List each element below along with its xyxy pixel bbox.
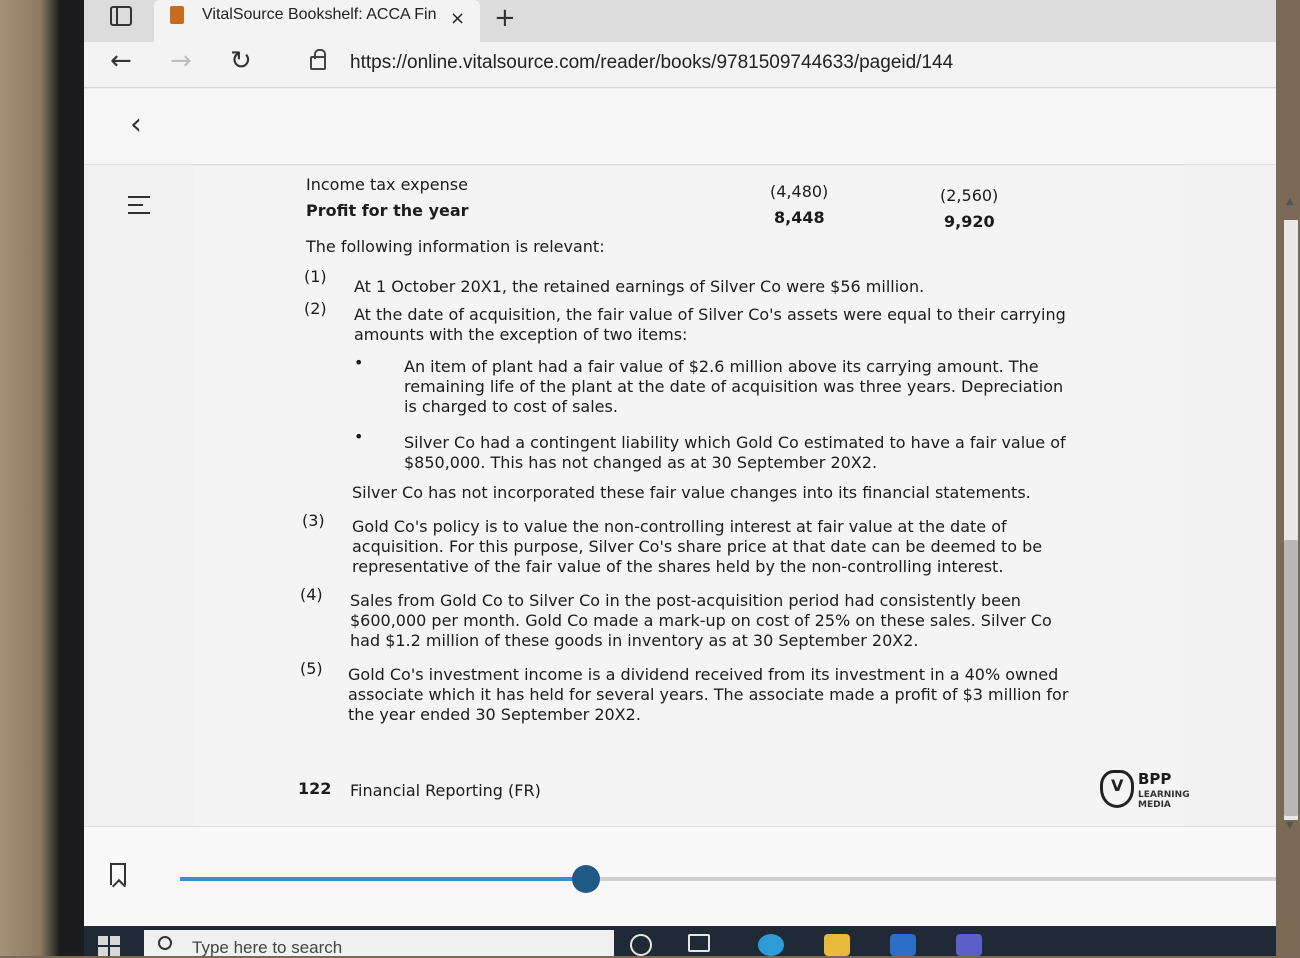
bullet-line: is charged to cost of sales. bbox=[404, 397, 618, 416]
row-value-profit-col1: 8,448 bbox=[774, 208, 825, 227]
tab-actions-icon[interactable] bbox=[110, 6, 132, 26]
row-label-profit: Profit for the year bbox=[306, 201, 469, 220]
bullet-icon: • bbox=[354, 353, 364, 372]
book-page bbox=[194, 166, 1294, 831]
menu-icon[interactable] bbox=[128, 196, 150, 214]
slider-handle[interactable] bbox=[572, 865, 600, 893]
slider-fill bbox=[180, 877, 586, 881]
reader-body bbox=[84, 166, 1294, 831]
item-line: amounts with the exception of two items: bbox=[354, 325, 688, 344]
item-number: (2) bbox=[304, 299, 327, 318]
publisher-name: BPP bbox=[1138, 770, 1172, 788]
item-line: representative of the fair value of the shares held by the non-controlling interest. bbox=[352, 557, 1004, 576]
intro-text: The following information is relevant: bbox=[306, 237, 605, 256]
vitalsource-favicon-icon bbox=[170, 6, 184, 24]
item-line: acquisition. For this purpose, Silver Co's share price at that date can be deemed to be bbox=[352, 537, 1043, 556]
item-line: $600,000 per month. Gold Co made a mark-up on cost of 25% on these sales. Silver Co bbox=[350, 611, 1052, 630]
lock-icon[interactable] bbox=[310, 56, 326, 70]
tab-vitalsource[interactable] bbox=[154, 0, 480, 42]
task-view-icon[interactable] bbox=[688, 934, 710, 952]
bullet-line: Silver Co had a contingent liability which Gold Co estimated to have a fair value of bbox=[404, 433, 1066, 452]
tab-close-icon[interactable]: × bbox=[450, 8, 466, 29]
item-line: At the date of acquisition, the fair value of Silver Co's assets were equal to their carrying bbox=[354, 305, 1066, 324]
edge-icon[interactable] bbox=[758, 934, 784, 956]
address-url[interactable]: https://online.vitalsource.com/reader/books/9781509744633/pageid/144 bbox=[350, 52, 954, 73]
row-value-income-tax-col1: (4,480) bbox=[770, 182, 829, 201]
taskbar-search[interactable] bbox=[144, 930, 614, 956]
row-label-income-tax: Income tax expense bbox=[306, 175, 468, 194]
bullet-line: An item of plant had a fair value of $2.6 million above its carrying amount. The bbox=[404, 357, 1039, 376]
item-line: associate which it has held for several years. The associate made a profit of $3 million for bbox=[348, 685, 1069, 704]
tab-title: VitalSource Bookshelf: ACCA Fin bbox=[202, 6, 437, 23]
cortana-icon[interactable] bbox=[630, 934, 652, 956]
screen bbox=[84, 0, 1294, 957]
page-number: 122 bbox=[298, 779, 332, 798]
outlook-icon[interactable] bbox=[890, 934, 916, 956]
windows-taskbar bbox=[84, 926, 1276, 956]
file-explorer-icon[interactable] bbox=[824, 934, 850, 956]
reload-icon[interactable]: ↻ bbox=[230, 46, 252, 76]
item-line: the year ended 30 September 20X2. bbox=[348, 705, 641, 724]
item-line: had $1.2 million of these goods in inventory as at 30 September 20X2. bbox=[350, 631, 919, 650]
address-bar-row bbox=[84, 42, 1276, 88]
back-arrow-icon[interactable]: ← bbox=[110, 46, 132, 76]
forward-arrow-icon[interactable]: → bbox=[170, 46, 192, 76]
search-input[interactable]: Type here to search bbox=[192, 938, 343, 957]
book-title: Financial Reporting (FR) bbox=[350, 781, 541, 800]
windows-start-icon[interactable] bbox=[98, 936, 120, 956]
scroll-down-icon[interactable]: ▼ bbox=[1286, 820, 1294, 831]
scroll-up-icon[interactable]: ▲ bbox=[1286, 196, 1294, 207]
item-line: Gold Co's investment income is a dividend received from its investment in a 40% owned bbox=[348, 665, 1059, 684]
item-number: (3) bbox=[302, 511, 325, 530]
item-number: (5) bbox=[300, 659, 323, 678]
tab-strip bbox=[84, 0, 1276, 42]
note-text: Silver Co has not incorporated these fair value changes into its financial statements. bbox=[352, 483, 1031, 502]
publisher-sub: LEARNING MEDIA bbox=[1138, 790, 1190, 810]
item-line: Sales from Gold Co to Silver Co in the post-acquisition period had consistently been bbox=[350, 591, 1021, 610]
bullet-line: remaining life of the plant at the date of acquisition was three years. Depreciation bbox=[404, 377, 1064, 396]
bullet-icon: • bbox=[354, 427, 364, 446]
item-line: Gold Co's policy is to value the non-controlling interest at fair value at the date of bbox=[352, 517, 1007, 536]
page-scrollbar[interactable] bbox=[1282, 196, 1300, 831]
search-icon bbox=[158, 936, 172, 950]
new-tab-button[interactable]: + bbox=[494, 3, 516, 33]
scroll-thumb[interactable] bbox=[1284, 540, 1298, 816]
item-number: (1) bbox=[304, 267, 327, 286]
teams-icon[interactable] bbox=[956, 934, 982, 956]
reader-header bbox=[84, 89, 1276, 165]
bullet-line: $850,000. This has not changed as at 30 September 20X2. bbox=[404, 453, 878, 472]
reader-bottom-bar bbox=[84, 826, 1276, 926]
chevron-left-icon[interactable]: ‹ bbox=[130, 107, 142, 142]
row-value-income-tax-col2: (2,560) bbox=[940, 186, 999, 205]
item-number: (4) bbox=[300, 585, 323, 604]
bookmark-icon[interactable] bbox=[110, 863, 126, 885]
item-line: At 1 October 20X1, the retained earnings of Silver Co were $56 million. bbox=[354, 277, 925, 296]
row-value-profit-col2: 9,920 bbox=[944, 212, 995, 231]
page-progress-slider[interactable] bbox=[180, 877, 1276, 881]
bpp-shield-icon bbox=[1100, 770, 1134, 808]
